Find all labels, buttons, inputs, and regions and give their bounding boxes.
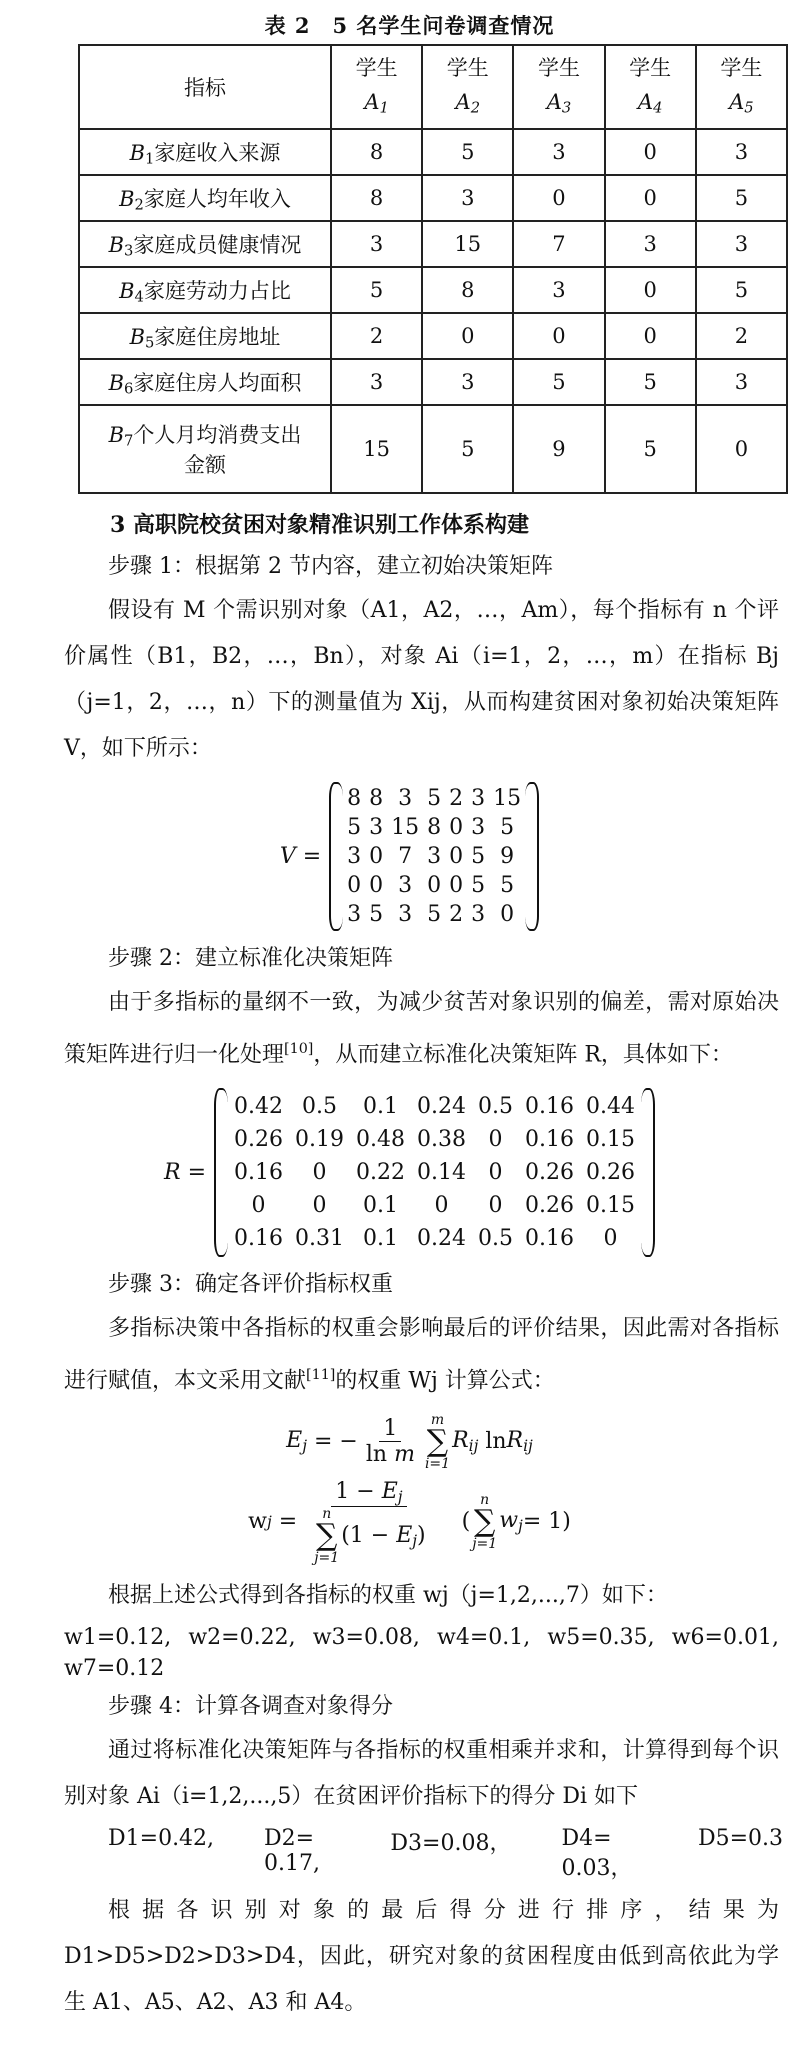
matrix-cell: 3 <box>471 786 486 811</box>
matrix-row <box>343 842 525 871</box>
indicator-cell: $B_3$家庭成员健康情况 <box>79 221 331 267</box>
matrix-r-bracket <box>214 1088 655 1257</box>
step1-heading: 步骤 1：根据第 2 节内容，建立初始决策矩阵 <box>108 554 553 579</box>
matrix-cell: 5 <box>369 902 384 927</box>
matrix-cell: 0.15 <box>585 1193 635 1219</box>
paragraph-4: 根据上述公式得到各指标的权重 wj（j=1,2,...,7）如下： <box>108 1582 668 1608</box>
matrix-cell: 0.31 <box>295 1226 345 1252</box>
matrix-cell: 5 <box>471 873 486 898</box>
matrix-cell: 3 <box>369 815 384 840</box>
matrix-cell: 0.16 <box>234 1226 284 1252</box>
value-cell: 2 <box>696 313 787 359</box>
matrix-cell: 0.19 <box>295 1127 345 1153</box>
value-cell: 3 <box>513 129 604 175</box>
matrix-cell: 5 <box>427 786 442 811</box>
weight-w4: w4=0.1, <box>437 1624 531 1650</box>
value-cell: 5 <box>605 405 696 493</box>
value-cell: 7 <box>513 221 604 267</box>
indicator-cell: $B_2$家庭人均年收入 <box>79 175 331 221</box>
matrix-cell: 0 <box>312 1193 327 1219</box>
paragraph-6: 根据各识别对象的最后得分进行排序，结果为 D1>D5>D2>D3>D4，因此，研究对象的贫困程度由低到高依此为学生 A1、A5、A2、A3 和 A4。 <box>64 1897 779 2015</box>
matrix-cell: 5 <box>347 815 362 840</box>
matrix-cell: 0 <box>449 873 464 898</box>
value-cell: 3 <box>331 221 422 267</box>
indicator-cell: $B_7$个人月均消费支出 金额 <box>79 405 331 493</box>
paragraph-5: 通过将标准化决策矩阵与各指标的权重相乘并求和，计算得到每个识别对象 Ai（i=1,2,...,5）在贫困评价指标下的得分 Di 如下 <box>64 1737 779 1809</box>
matrix-row <box>228 1156 641 1189</box>
matrix-cell: 0.16 <box>524 1226 574 1252</box>
value-cell: 15 <box>422 221 513 267</box>
matrix-cell: 8 <box>347 786 362 811</box>
matrix-r <box>36 1088 783 1257</box>
matrix-cell: 0.5 <box>477 1226 513 1252</box>
matrix-cell: 0 <box>449 815 464 840</box>
value-cell: 5 <box>696 267 787 313</box>
matrix-cell: 0 <box>603 1226 618 1252</box>
matrix-v <box>36 782 783 931</box>
matrix-cell: 0.16 <box>524 1094 574 1120</box>
citation-10: [10] <box>284 1041 314 1057</box>
value-cell: 0 <box>605 267 696 313</box>
matrix-cell: 5 <box>427 902 442 927</box>
table-row <box>79 221 787 267</box>
matrix-cell: 3 <box>471 902 486 927</box>
value-cell: 8 <box>331 129 422 175</box>
matrix-cell: 0.15 <box>585 1127 635 1153</box>
matrix-cell: 0.26 <box>524 1160 574 1186</box>
indicator-cell: $B_4$家庭劳动力占比 <box>79 267 331 313</box>
matrix-cell: 8 <box>427 815 442 840</box>
paragraph-3: 多指标决策中各指标的权重会影响最后的评价结果，因此需对各指标进行赋值，本文采用文献[11]的权重 Wj 计算公式： <box>64 1316 779 1394</box>
header-student: 学生 $A_2$ <box>422 45 513 129</box>
matrix-cell: 5 <box>500 815 515 840</box>
value-cell: 0 <box>605 175 696 221</box>
value-cell: 0 <box>696 405 787 493</box>
scores-line <box>108 1826 783 1882</box>
value-cell: 3 <box>696 129 787 175</box>
value-cell: 9 <box>513 405 604 493</box>
weights-line <box>64 1625 783 1650</box>
page <box>0 10 811 2059</box>
table-row <box>79 405 787 493</box>
weight-w7: w7=0.12 <box>64 1655 165 1681</box>
matrix-row <box>343 784 525 813</box>
matrix-cell: 15 <box>493 786 522 811</box>
matrix-cell: 0.1 <box>363 1094 398 1120</box>
value-cell: 8 <box>422 267 513 313</box>
step4-heading: 步骤 4：计算各调查对象得分 <box>108 1693 393 1719</box>
value-cell: 5 <box>422 405 513 493</box>
matrix-cell: 0.1 <box>363 1193 398 1219</box>
matrix-cell: 0.24 <box>417 1226 466 1252</box>
value-cell: 3 <box>513 267 604 313</box>
paragraph-2: 由于多指标的量纲不一致，为减少贫苦对象识别的偏差，需对原始决策矩阵进行归一化处理[10]，从而建立标准化决策矩阵 R，具体如下： <box>64 990 779 1068</box>
matrix-cell: 0 <box>251 1193 266 1219</box>
matrix-cell: 0.5 <box>302 1094 338 1120</box>
matrix-cell: 2 <box>449 902 464 927</box>
table-row <box>79 359 787 405</box>
value-cell: 3 <box>696 221 787 267</box>
matrix-cell: 0.16 <box>524 1127 574 1153</box>
value-cell: 2 <box>331 313 422 359</box>
matrix-cell: 0.16 <box>234 1160 284 1186</box>
value-cell: 5 <box>696 175 787 221</box>
matrix-cell: 0.22 <box>356 1160 405 1186</box>
matrix-cell: 0.24 <box>417 1094 466 1120</box>
indicator-cell: $B_1$家庭收入来源 <box>79 129 331 175</box>
matrix-cell: 3 <box>347 902 362 927</box>
matrix-cell: 0 <box>369 873 384 898</box>
score-d2: D2= 0.17, <box>264 1825 321 1876</box>
step3-heading: 步骤 3：确定各评价指标权重 <box>108 1272 393 1298</box>
value-cell: 3 <box>422 359 513 405</box>
value-cell: 8 <box>331 175 422 221</box>
value-cell: 5 <box>605 359 696 405</box>
table-row <box>79 267 787 313</box>
matrix-cell: 0 <box>488 1127 503 1153</box>
header-student: 学生 $A_5$ <box>696 45 787 129</box>
value-cell: 0 <box>513 175 604 221</box>
matrix-cell: 0 <box>369 844 384 869</box>
formula-weight: w j = $1 - E_j$ n ∑ j=1 $(1 - E_j)$ ( n ∑ j=1 $w_j$ = 1) <box>248 1478 571 1566</box>
matrix-row <box>228 1222 641 1255</box>
matrix-cell: 9 <box>500 844 515 869</box>
matrix-row <box>343 813 525 842</box>
table-row <box>79 313 787 359</box>
value-cell: 5 <box>331 267 422 313</box>
header-student: 学生 $A_3$ <box>513 45 604 129</box>
matrix-cell: 0.26 <box>585 1160 635 1186</box>
matrix-cell: 0.42 <box>234 1094 284 1120</box>
matrix-v-label: V = <box>279 844 322 869</box>
matrix-cell: 2 <box>449 786 464 811</box>
matrix-cell: 5 <box>471 844 486 869</box>
indicator-cell: $B_5$家庭住房地址 <box>79 313 331 359</box>
matrix-cell: 0.44 <box>585 1094 635 1120</box>
matrix-cell: 3 <box>398 873 413 898</box>
matrix-cell: 5 <box>500 873 515 898</box>
survey-table <box>78 44 788 494</box>
value-cell: 5 <box>422 129 513 175</box>
matrix-cell: 3 <box>398 902 413 927</box>
value-cell: 0 <box>605 129 696 175</box>
matrix-row <box>228 1123 641 1156</box>
matrix-cell: 3 <box>347 844 362 869</box>
formula-entropy: $E_j$ = − $\frac{1}{\text{ln m}}$ m ∑ i=1 $R_{ij}$ ln $R_{ij}$ <box>286 1411 533 1472</box>
matrix-cell: 0.26 <box>524 1193 574 1219</box>
value-cell: 0 <box>513 313 604 359</box>
table-caption: 表 2 5 名学生问卷调查情况 <box>264 13 555 38</box>
matrix-r-table <box>228 1090 641 1255</box>
matrix-cell: 3 <box>427 844 442 869</box>
matrix-row <box>343 900 525 929</box>
weight-w2: w2=0.22, <box>188 1624 296 1650</box>
step2-heading: 步骤 2：建立标准化决策矩阵 <box>108 946 393 971</box>
citation-11: [11] <box>306 1367 336 1384</box>
paragraph-1: 假设有 M 个需识别对象（A1，A2，…，Am），每个指标有 n 个评价属性（B1，B2，…，Bn），对象 Ai（i=1，2，…，m）在指标 Bj（j=1，2，…，n）下的测量值为 Xij，从而构建贫困对象初始决策矩阵 V，如下所示： <box>64 598 779 761</box>
value-cell: 3 <box>422 175 513 221</box>
matrix-cell: 0.1 <box>363 1226 398 1252</box>
matrix-cell: 15 <box>391 815 420 840</box>
matrix-cell: 0 <box>488 1160 503 1186</box>
weight-w5: w5=0.35, <box>547 1624 655 1650</box>
value-cell: 0 <box>422 313 513 359</box>
value-cell: 3 <box>696 359 787 405</box>
value-cell: 0 <box>605 313 696 359</box>
matrix-cell: 3 <box>398 786 413 811</box>
matrix-cell: 8 <box>369 786 384 811</box>
matrix-v-bracket <box>329 782 539 931</box>
matrix-cell: 0 <box>449 844 464 869</box>
matrix-cell: 0 <box>488 1193 503 1219</box>
matrix-cell: 0.5 <box>477 1094 513 1120</box>
matrix-cell: 0.26 <box>234 1127 284 1153</box>
matrix-cell: 0 <box>500 902 515 927</box>
table-row <box>79 129 787 175</box>
matrix-cell: 0 <box>427 873 442 898</box>
indicator-cell: $B_6$家庭住房人均面积 <box>79 359 331 405</box>
section-heading: 3 高职院校贫困对象精准识别工作体系构建 <box>110 512 529 538</box>
value-cell: 3 <box>605 221 696 267</box>
matrix-cell: 0.38 <box>417 1127 466 1153</box>
matrix-v-table <box>343 784 525 929</box>
matrix-row <box>228 1189 641 1222</box>
matrix-row <box>343 871 525 900</box>
score-d1: D1=0.42, <box>108 1825 215 1851</box>
table-row <box>79 175 787 221</box>
weight-w1: w1=0.12, <box>64 1624 172 1650</box>
value-cell: 5 <box>513 359 604 405</box>
matrix-row <box>228 1090 641 1123</box>
header-indicator: 指标 <box>79 45 331 129</box>
value-cell: 3 <box>331 359 422 405</box>
weight-w6: w6=0.01, <box>671 1624 779 1650</box>
matrix-cell: 0.14 <box>417 1160 466 1186</box>
header-student: 学生 $A_4$ <box>605 45 696 129</box>
header-student: 学生 $A_1$ <box>331 45 422 129</box>
matrix-cell: 7 <box>398 844 413 869</box>
matrix-cell: 0.48 <box>356 1127 405 1153</box>
matrix-cell: 0 <box>434 1193 449 1219</box>
matrix-cell: 0 <box>347 873 362 898</box>
score-d5: D5=0.3 <box>697 1825 783 1851</box>
weight-w3: w3=0.08, <box>312 1624 420 1650</box>
matrix-cell: 3 <box>471 815 486 840</box>
score-d4: D4= 0.03， <box>561 1825 633 1881</box>
matrix-cell: 0 <box>312 1160 327 1186</box>
value-cell: 15 <box>331 405 422 493</box>
matrix-r-label: R = <box>164 1160 207 1186</box>
table-header-row <box>79 45 787 129</box>
score-d3: D3=0.08， <box>390 1830 512 1856</box>
